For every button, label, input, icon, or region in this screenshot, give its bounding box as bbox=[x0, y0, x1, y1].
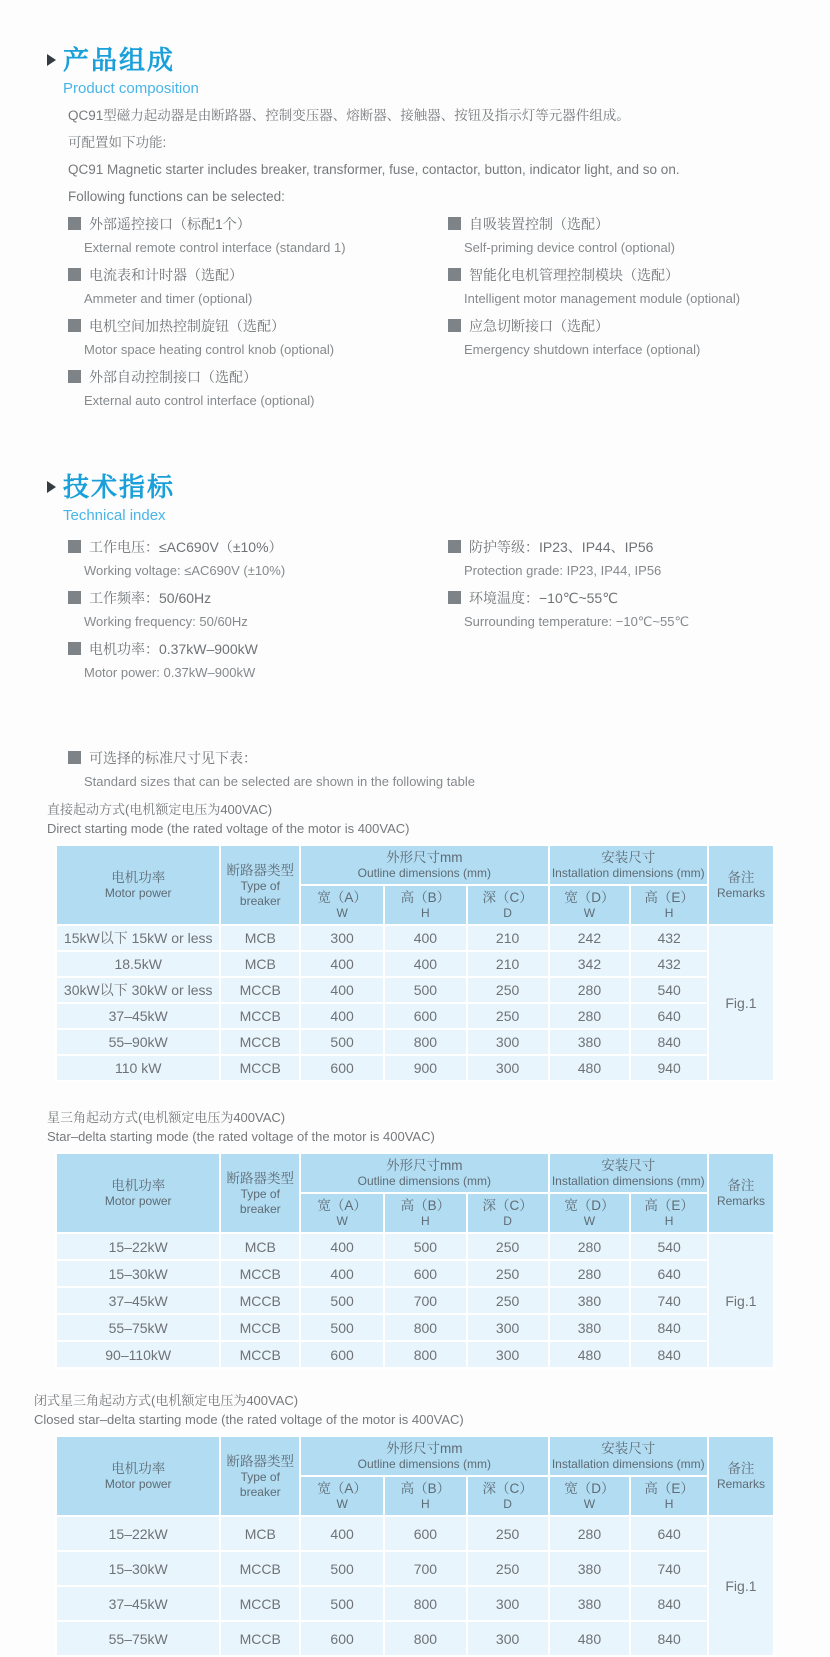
table-cell: 250 bbox=[467, 977, 549, 1003]
col-header-height-e: 高（E） H bbox=[630, 885, 708, 925]
section-title-zh: 技术指标 bbox=[63, 472, 176, 502]
bullet-square-icon bbox=[448, 319, 461, 332]
section-title-en: Product composition bbox=[63, 80, 199, 97]
spec-item bbox=[68, 640, 448, 681]
table-cell: 840 bbox=[630, 1621, 708, 1656]
bullet-square-icon bbox=[448, 540, 461, 553]
table-cell: 250 bbox=[467, 1551, 549, 1586]
table-cell: 380 bbox=[549, 1586, 631, 1621]
table-cell: 110 kW bbox=[56, 1055, 220, 1081]
table-cell: 640 bbox=[630, 1516, 708, 1551]
table-cell: 30kW以下 30kW or less bbox=[56, 977, 220, 1003]
table-row bbox=[56, 1055, 774, 1081]
spec-item-label-zh: 防护等级：IP23、IP44、IP56 bbox=[469, 539, 654, 555]
table-cell: 280 bbox=[549, 1260, 631, 1287]
col-group-installation-dimensions: 安装尺寸 Installation dimensions (mm) bbox=[549, 1436, 708, 1476]
feature-item-label-en: External remote control interface (standard 1) bbox=[84, 240, 346, 255]
bullet-square-icon bbox=[68, 540, 81, 553]
bullet-square-icon bbox=[448, 217, 461, 230]
table-cell: 400 bbox=[300, 1260, 384, 1287]
dimensions-table-closed-star-delta bbox=[55, 1435, 775, 1657]
col-header-width-a: 宽（A） W bbox=[300, 1193, 384, 1233]
table-cell: MCCB bbox=[220, 1314, 300, 1341]
feature-item-label-zh: 电机空间加热控制旋钮（选配） bbox=[89, 318, 285, 334]
table-cell: 640 bbox=[630, 1003, 708, 1029]
feature-item bbox=[68, 215, 448, 256]
spec-item-label-zh: 工作电压：≤AC690V（±10%） bbox=[89, 539, 283, 555]
table-cell: 300 bbox=[467, 1586, 549, 1621]
spec-item-label-en: Working voltage: ≤AC690V (±10%) bbox=[84, 563, 286, 578]
bullet-square-icon bbox=[68, 591, 81, 604]
col-header-motor-power: 电机功率 Motor power bbox=[56, 845, 220, 925]
table-cell: 480 bbox=[549, 1621, 631, 1656]
table-row bbox=[56, 1621, 774, 1656]
table-row bbox=[56, 1003, 774, 1029]
table-cell: 800 bbox=[384, 1621, 467, 1656]
table-cell: MCCB bbox=[220, 1260, 300, 1287]
feature-column-left bbox=[68, 215, 448, 419]
col-header-width-d: 宽（D） W bbox=[549, 885, 631, 925]
col-header-depth-c: 深（C） D bbox=[467, 1193, 549, 1233]
feature-item bbox=[448, 317, 808, 358]
feature-item-label-zh: 外部遥控接口（标配1个） bbox=[89, 216, 251, 232]
col-header-height-b: 高（B） H bbox=[384, 885, 467, 925]
table-cell: 500 bbox=[300, 1287, 384, 1314]
table-cell: MCCB bbox=[220, 1055, 300, 1081]
spec-column-left bbox=[68, 538, 448, 691]
table-caption-en: Direct starting mode (the rated voltage of the motor is 400VAC) bbox=[47, 821, 410, 836]
table-cell: 800 bbox=[384, 1029, 467, 1055]
spec-item-label-zh: 环境温度：−10℃~55℃ bbox=[469, 590, 618, 606]
table-cell: 800 bbox=[384, 1586, 467, 1621]
feature-list bbox=[0, 215, 830, 419]
col-header-height-b: 高（B） H bbox=[384, 1476, 467, 1516]
table-cell: 250 bbox=[467, 1287, 549, 1314]
table-row bbox=[56, 1516, 774, 1551]
feature-item-label-en: Motor space heating control knob (optional) bbox=[84, 342, 335, 357]
table-cell: 37–45kW bbox=[56, 1586, 220, 1621]
spec-item-label-en: Working frequency: 50/60Hz bbox=[84, 614, 248, 629]
table-cell: 250 bbox=[467, 1233, 549, 1260]
col-group-outline-dimensions: 外形尺寸mm Outline dimensions (mm) bbox=[300, 845, 548, 885]
table-cell: 300 bbox=[467, 1341, 549, 1368]
table-cell: 250 bbox=[467, 1516, 549, 1551]
table-cell: 15–22kW bbox=[56, 1516, 220, 1551]
table-cell: 480 bbox=[549, 1341, 631, 1368]
col-group-outline-dimensions: 外形尺寸mm Outline dimensions (mm) bbox=[300, 1153, 548, 1193]
table-caption-zh: 直接起动方式(电机额定电压为400VAC) bbox=[47, 802, 273, 817]
standard-sizes-note bbox=[68, 749, 830, 790]
table-cell: MCB bbox=[220, 951, 300, 977]
feature-item-label-en: Intelligent motor management module (optional) bbox=[464, 291, 741, 306]
table-cell: 432 bbox=[630, 951, 708, 977]
table-cell: 400 bbox=[300, 1516, 384, 1551]
table-cell: 55–75kW bbox=[56, 1621, 220, 1656]
feature-item-label-en: Emergency shutdown interface (optional) bbox=[464, 342, 701, 357]
table-cell: MCB bbox=[220, 925, 300, 951]
table-cell: 740 bbox=[630, 1551, 708, 1586]
table-cell: 400 bbox=[300, 977, 384, 1003]
table-cell: 37–45kW bbox=[56, 1287, 220, 1314]
remark-cell: Fig.1 bbox=[708, 925, 774, 1081]
table-cell: 55–90kW bbox=[56, 1029, 220, 1055]
spec-item-label-zh: 电机功率：0.37kW–900kW bbox=[89, 641, 258, 657]
note-label-en: Standard sizes that can be selected are shown in the following table bbox=[84, 774, 475, 789]
table-cell: 15–30kW bbox=[56, 1551, 220, 1586]
table-cell: MCCB bbox=[220, 1341, 300, 1368]
col-header-width-d: 宽（D） W bbox=[549, 1193, 631, 1233]
table-caption bbox=[47, 1108, 830, 1146]
feature-item bbox=[448, 266, 808, 307]
table-cell: 840 bbox=[630, 1341, 708, 1368]
dimensions-table-direct-start bbox=[55, 844, 775, 1082]
feature-item bbox=[68, 266, 448, 307]
table-cell: 600 bbox=[300, 1055, 384, 1081]
section-title-en: Technical index bbox=[63, 507, 166, 524]
table-cell: MCB bbox=[220, 1233, 300, 1260]
table-cell: 250 bbox=[467, 1260, 549, 1287]
table-row bbox=[56, 951, 774, 977]
table-cell: MCCB bbox=[220, 1621, 300, 1656]
section-technical-index-header bbox=[47, 467, 830, 524]
table-cell: 840 bbox=[630, 1586, 708, 1621]
table-cell: 600 bbox=[384, 1260, 467, 1287]
feature-item-label-zh: 电流表和计时器（选配） bbox=[89, 267, 243, 283]
table-caption-en: Closed star–delta starting mode (the rated voltage of the motor is 400VAC) bbox=[34, 1412, 464, 1427]
table-cell: 300 bbox=[467, 1055, 549, 1081]
triangle-marker-icon bbox=[47, 481, 56, 493]
note-label-zh: 可选择的标准尺寸见下表： bbox=[89, 750, 257, 766]
table-cell: 432 bbox=[630, 925, 708, 951]
table-cell: 480 bbox=[549, 1055, 631, 1081]
spec-item bbox=[448, 589, 808, 630]
remark-cell: Fig.1 bbox=[708, 1233, 774, 1368]
table-cell: MCCB bbox=[220, 1029, 300, 1055]
table-cell: 400 bbox=[384, 925, 467, 951]
table-cell: 900 bbox=[384, 1055, 467, 1081]
col-header-remarks: 备注 Remarks bbox=[708, 1436, 774, 1516]
col-header-motor-power: 电机功率 Motor power bbox=[56, 1436, 220, 1516]
table-cell: 400 bbox=[300, 951, 384, 977]
spec-list bbox=[0, 538, 830, 691]
section-product-composition-header bbox=[47, 40, 830, 97]
table-cell: 600 bbox=[384, 1003, 467, 1029]
col-header-depth-c: 深（C） D bbox=[467, 1476, 549, 1516]
table-cell: 300 bbox=[300, 925, 384, 951]
spec-item bbox=[68, 589, 448, 630]
table-cell: 400 bbox=[384, 951, 467, 977]
feature-item-label-en: Self-priming device control (optional) bbox=[464, 240, 675, 255]
feature-item-label-zh: 外部自动控制接口（选配） bbox=[89, 369, 257, 385]
table-row bbox=[56, 925, 774, 951]
section-title-zh: 产品组成 bbox=[63, 45, 176, 75]
table-row bbox=[56, 1341, 774, 1368]
table-cell: 500 bbox=[384, 977, 467, 1003]
table-row bbox=[56, 1586, 774, 1621]
table-cell: 300 bbox=[467, 1621, 549, 1656]
table-cell: 55–75kW bbox=[56, 1314, 220, 1341]
intro-line: QC91 Magnetic starter includes breaker, transformer, fuse, contactor, button, indicator light, and so on. bbox=[68, 162, 680, 177]
table-cell: 500 bbox=[300, 1586, 384, 1621]
feature-item-label-en: External auto control interface (optional) bbox=[84, 393, 315, 408]
spec-column-right bbox=[448, 538, 808, 691]
table-caption-en: Star–delta starting mode (the rated voltage of the motor is 400VAC) bbox=[47, 1129, 435, 1144]
table-cell: 15–22kW bbox=[56, 1233, 220, 1260]
table-cell: 15kW以下 15kW or less bbox=[56, 925, 220, 951]
table-cell: 280 bbox=[549, 1233, 631, 1260]
feature-item bbox=[448, 215, 808, 256]
table-cell: 280 bbox=[549, 1003, 631, 1029]
table-cell: 280 bbox=[549, 977, 631, 1003]
table-cell: 18.5kW bbox=[56, 951, 220, 977]
table-cell: 37–45kW bbox=[56, 1003, 220, 1029]
col-header-width-a: 宽（A） W bbox=[300, 885, 384, 925]
feature-item bbox=[68, 368, 448, 409]
table-cell: 380 bbox=[549, 1551, 631, 1586]
table-cell: 210 bbox=[467, 951, 549, 977]
table-cell: 242 bbox=[549, 925, 631, 951]
col-header-height-e: 高（E） H bbox=[630, 1476, 708, 1516]
table-cell: MCCB bbox=[220, 1551, 300, 1586]
intro-line: 可配置如下功能: bbox=[68, 135, 167, 150]
table-caption bbox=[34, 1391, 830, 1429]
table-row bbox=[56, 1029, 774, 1055]
intro-paragraphs bbox=[68, 107, 830, 206]
table-row bbox=[56, 1260, 774, 1287]
spec-item-label-zh: 工作频率：50/60Hz bbox=[89, 590, 212, 606]
spec-item-label-en: Motor power: 0.37kW–900kW bbox=[84, 665, 256, 680]
col-header-height-b: 高（B） H bbox=[384, 1193, 467, 1233]
table-cell: MCCB bbox=[220, 1287, 300, 1314]
intro-line: Following functions can be selected: bbox=[68, 189, 285, 204]
bullet-square-icon bbox=[68, 751, 81, 764]
feature-item-label-zh: 智能化电机管理控制模块（选配） bbox=[469, 267, 679, 283]
col-header-motor-power: 电机功率 Motor power bbox=[56, 1153, 220, 1233]
spec-item-label-en: Protection grade: IP23, IP44, IP56 bbox=[464, 563, 662, 578]
col-group-installation-dimensions: 安装尺寸 Installation dimensions (mm) bbox=[549, 1153, 708, 1193]
table-cell: 940 bbox=[630, 1055, 708, 1081]
table-cell: 700 bbox=[384, 1551, 467, 1586]
table-caption-zh: 闭式星三角起动方式(电机额定电压为400VAC) bbox=[34, 1393, 299, 1408]
table-cell: 500 bbox=[300, 1029, 384, 1055]
bullet-square-icon bbox=[68, 319, 81, 332]
table-cell: 250 bbox=[467, 1003, 549, 1029]
feature-column-right bbox=[448, 215, 808, 419]
col-group-outline-dimensions: 外形尺寸mm Outline dimensions (mm) bbox=[300, 1436, 548, 1476]
table-cell: MCCB bbox=[220, 1586, 300, 1621]
table-cell: 840 bbox=[630, 1314, 708, 1341]
bullet-square-icon bbox=[68, 642, 81, 655]
table-cell: 342 bbox=[549, 951, 631, 977]
table-cell: MCCB bbox=[220, 1003, 300, 1029]
table-cell: MCB bbox=[220, 1516, 300, 1551]
table-cell: 400 bbox=[300, 1233, 384, 1260]
table-caption bbox=[47, 800, 830, 838]
col-group-installation-dimensions: 安装尺寸 Installation dimensions (mm) bbox=[549, 845, 708, 885]
table-cell: MCCB bbox=[220, 977, 300, 1003]
table-cell: 800 bbox=[384, 1314, 467, 1341]
bullet-square-icon bbox=[68, 268, 81, 281]
table-cell: 300 bbox=[467, 1029, 549, 1055]
spec-item bbox=[68, 538, 448, 579]
table-row bbox=[56, 1233, 774, 1260]
bullet-square-icon bbox=[448, 591, 461, 604]
table-cell: 380 bbox=[549, 1287, 631, 1314]
table-caption-zh: 星三角起动方式(电机额定电压为400VAC) bbox=[47, 1110, 286, 1125]
col-header-width-d: 宽（D） W bbox=[549, 1476, 631, 1516]
table-cell: 280 bbox=[549, 1516, 631, 1551]
table-row bbox=[56, 1287, 774, 1314]
table-cell: 600 bbox=[384, 1516, 467, 1551]
table-cell: 840 bbox=[630, 1029, 708, 1055]
table-cell: 700 bbox=[384, 1287, 467, 1314]
table-cell: 740 bbox=[630, 1287, 708, 1314]
table-cell: 500 bbox=[384, 1233, 467, 1260]
col-header-width-a: 宽（A） W bbox=[300, 1476, 384, 1516]
spec-item bbox=[448, 538, 808, 579]
col-header-breaker-type: 断路器类型 Type of breaker bbox=[220, 1153, 300, 1233]
table-cell: 500 bbox=[300, 1314, 384, 1341]
triangle-marker-icon bbox=[47, 54, 56, 66]
table-cell: 400 bbox=[300, 1003, 384, 1029]
feature-item-label-zh: 自吸装置控制（选配） bbox=[469, 216, 609, 232]
table-cell: 15–30kW bbox=[56, 1260, 220, 1287]
col-header-remarks: 备注 Remarks bbox=[708, 845, 774, 925]
table-cell: 300 bbox=[467, 1314, 549, 1341]
table-row bbox=[56, 1314, 774, 1341]
bullet-square-icon bbox=[68, 370, 81, 383]
spec-item-label-en: Surrounding temperature: −10℃~55℃ bbox=[464, 614, 690, 629]
table-cell: 600 bbox=[300, 1621, 384, 1656]
table-cell: 540 bbox=[630, 977, 708, 1003]
table-cell: 380 bbox=[549, 1314, 631, 1341]
table-row bbox=[56, 977, 774, 1003]
feature-item bbox=[68, 317, 448, 358]
table-cell: 90–110kW bbox=[56, 1341, 220, 1368]
col-header-breaker-type: 断路器类型 Type of breaker bbox=[220, 1436, 300, 1516]
feature-item-label-zh: 应急切断接口（选配） bbox=[469, 318, 609, 334]
table-cell: 600 bbox=[300, 1341, 384, 1368]
remark-cell: Fig.1 bbox=[708, 1516, 774, 1656]
dimensions-table-star-delta bbox=[55, 1152, 775, 1369]
table-cell: 500 bbox=[300, 1551, 384, 1586]
col-header-height-e: 高（E） H bbox=[630, 1193, 708, 1233]
table-cell: 640 bbox=[630, 1260, 708, 1287]
table-cell: 380 bbox=[549, 1029, 631, 1055]
table-row bbox=[56, 1551, 774, 1586]
bullet-square-icon bbox=[448, 268, 461, 281]
col-header-breaker-type: 断路器类型 Type of breaker bbox=[220, 845, 300, 925]
bullet-square-icon bbox=[68, 217, 81, 230]
col-header-depth-c: 深（C） D bbox=[467, 885, 549, 925]
table-cell: 210 bbox=[467, 925, 549, 951]
table-cell: 800 bbox=[384, 1341, 467, 1368]
intro-line: QC91型磁力起动器是由断路器、控制变压器、熔断器、接触器、按钮及指示灯等元器件组成。 bbox=[68, 108, 630, 123]
table-cell: 540 bbox=[630, 1233, 708, 1260]
feature-item-label-en: Ammeter and timer (optional) bbox=[84, 291, 253, 306]
col-header-remarks: 备注 Remarks bbox=[708, 1153, 774, 1233]
